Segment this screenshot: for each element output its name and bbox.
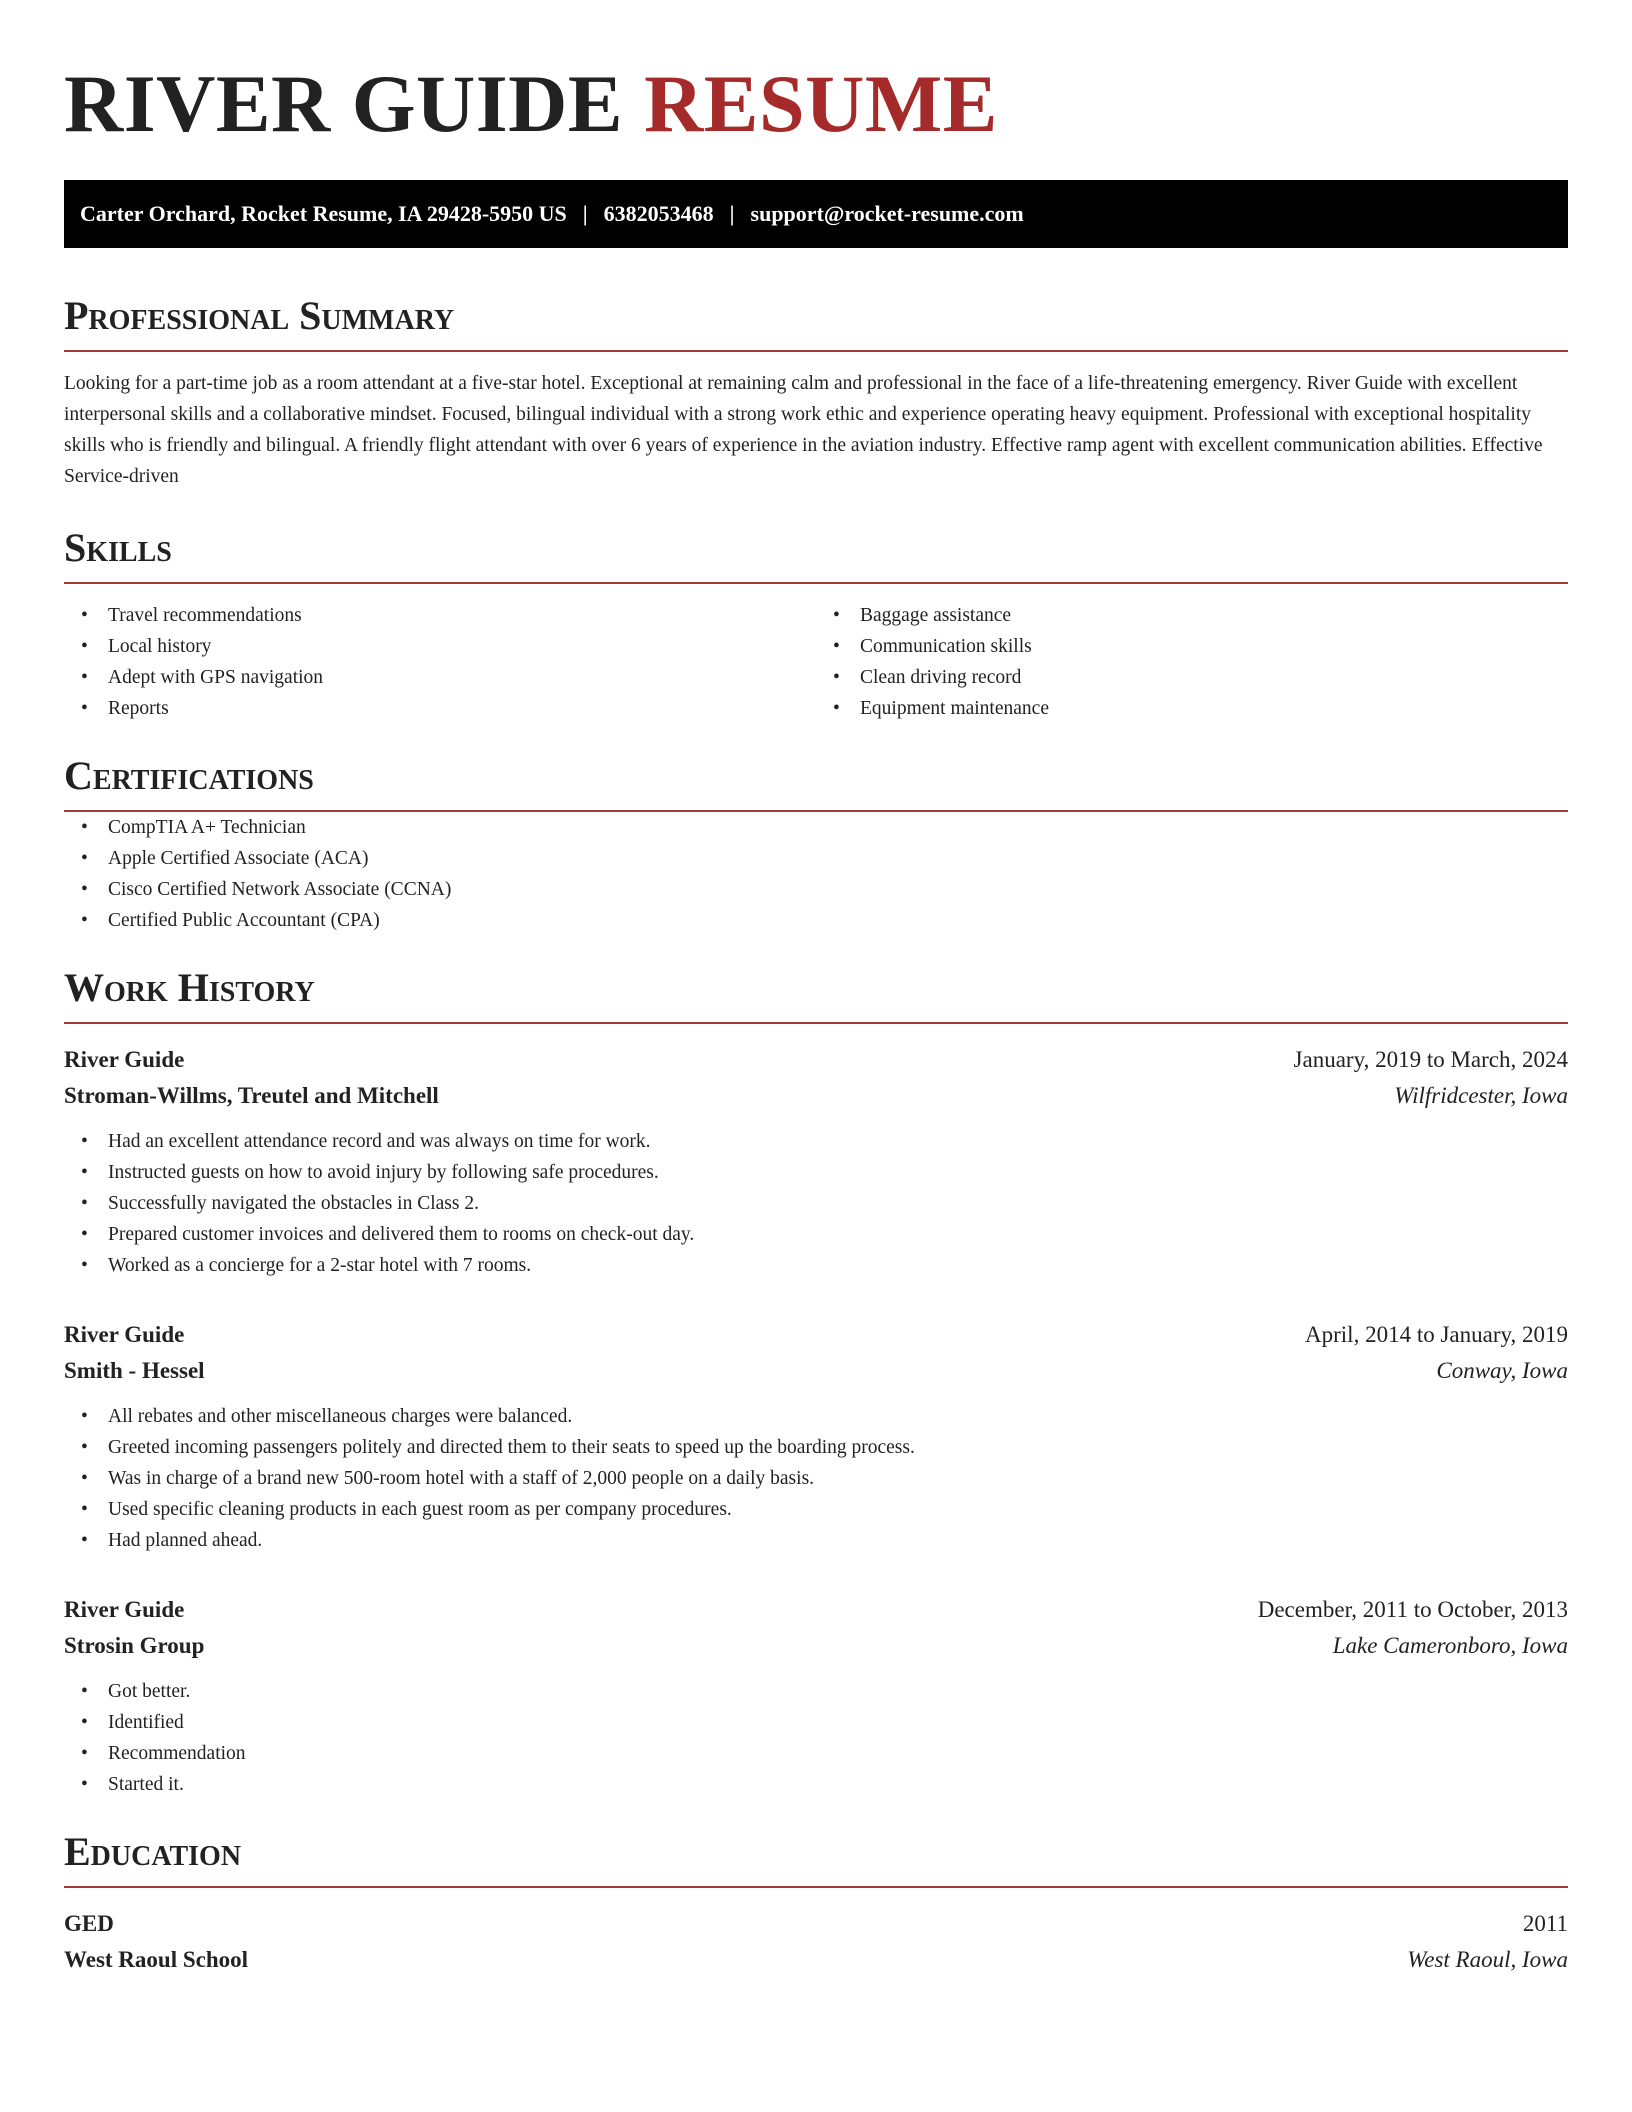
- contact-address: Carter Orchard, Rocket Resume, IA 29428-5950 US: [80, 201, 567, 226]
- education-year: 2011: [1522, 1911, 1568, 1936]
- education-location: West Raoul, Iowa: [1407, 1947, 1568, 1972]
- certification-item: • Cisco Certified Network Associate (CCNA): [64, 874, 1568, 905]
- education-school: West Raoul School: [64, 1947, 249, 1972]
- certifications-heading: Certifications: [64, 752, 1568, 812]
- job-title-row: [64, 1592, 1568, 1628]
- certifications-section: [64, 752, 1568, 936]
- job-duty: • Prepared customer invoices and delivered them to rooms on check-out day.: [64, 1219, 1568, 1250]
- summary-section: [64, 292, 1568, 492]
- job-company: Strosin Group: [64, 1633, 205, 1658]
- job-company-row: [64, 1078, 1568, 1114]
- skill-item: • Communication skills: [816, 631, 1568, 662]
- job-duty: • Worked as a concierge for a 2-star hotel with 7 rooms.: [64, 1250, 1568, 1281]
- job-company-row: [64, 1353, 1568, 1389]
- job-duties-list: [64, 1126, 1568, 1281]
- job-company-row: [64, 1628, 1568, 1664]
- education-section: [64, 1828, 1568, 1978]
- contact-email: support@rocket-resume.com: [750, 201, 1024, 226]
- job-duty: • Was in charge of a brand new 500-room hotel with a staff of 2,000 people on a daily basis.: [64, 1463, 1568, 1494]
- skill-item: • Clean driving record: [816, 662, 1568, 693]
- summary-heading: Professional Summary: [64, 292, 1568, 352]
- job-location: Wilfridcester, Iowa: [1394, 1083, 1568, 1108]
- job-title: River Guide: [64, 1047, 185, 1072]
- education-degree-row: [64, 1906, 1568, 1942]
- job-location: Conway, Iowa: [1436, 1358, 1568, 1383]
- resume-title: [64, 0, 1568, 154]
- contact-phone: 6382053468: [603, 201, 714, 226]
- skills-section: [64, 524, 1568, 724]
- education-school-row: [64, 1942, 1568, 1978]
- job-dates: December, 2011 to October, 2013: [1257, 1597, 1568, 1622]
- job-duty: • Recommendation: [64, 1738, 1568, 1769]
- job-company: Stroman-Willms, Treutel and Mitchell: [64, 1083, 439, 1108]
- education-degree: GED: [64, 1911, 114, 1936]
- job-duty: • Got better.: [64, 1676, 1568, 1707]
- job-title-row: [64, 1042, 1568, 1078]
- job-entry: [64, 1042, 1568, 1281]
- skills-list-left: [64, 600, 816, 724]
- title-accent: RESUME: [644, 58, 998, 149]
- skill-item: • Equipment maintenance: [816, 693, 1568, 724]
- certification-item: • Apple Certified Associate (ACA): [64, 843, 1568, 874]
- skill-item: • Adept with GPS navigation: [64, 662, 816, 693]
- job-duty: • All rebates and other miscellaneous charges were balanced.: [64, 1401, 1568, 1432]
- contact-separator: |: [729, 201, 735, 226]
- job-duty: • Had planned ahead.: [64, 1525, 1568, 1556]
- skill-item: • Reports: [64, 693, 816, 724]
- job-duty: • Greeted incoming passengers politely and directed them to their seats to speed up the boarding process.: [64, 1432, 1568, 1463]
- work-history-heading: Work History: [64, 964, 1568, 1024]
- job-duty: • Started it.: [64, 1769, 1568, 1800]
- work-history-section: [64, 964, 1568, 1800]
- job-company: Smith - Hessel: [64, 1358, 205, 1383]
- education-heading: Education: [64, 1828, 1568, 1888]
- job-duty: • Had an excellent attendance record and was always on time for work.: [64, 1126, 1568, 1157]
- contact-bar: [64, 180, 1568, 248]
- job-title: River Guide: [64, 1322, 185, 1347]
- job-duties-list: [64, 1401, 1568, 1556]
- job-duty: • Successfully navigated the obstacles in Class 2.: [64, 1188, 1568, 1219]
- job-entry: [64, 1592, 1568, 1800]
- certifications-list: [64, 812, 1568, 936]
- skills-heading: Skills: [64, 524, 1568, 584]
- job-duty: • Used specific cleaning products in each guest room as per company procedures.: [64, 1494, 1568, 1525]
- job-entry: [64, 1317, 1568, 1556]
- title-main: RIVER GUIDE: [64, 58, 624, 149]
- contact-separator: |: [582, 201, 588, 226]
- job-title-row: [64, 1317, 1568, 1353]
- certification-item: • CompTIA A+ Technician: [64, 812, 1568, 843]
- job-dates: April, 2014 to January, 2019: [1305, 1322, 1568, 1347]
- skill-item: • Baggage assistance: [816, 600, 1568, 631]
- job-location: Lake Cameronboro, Iowa: [1332, 1633, 1568, 1658]
- skills-list-right: [816, 600, 1568, 724]
- job-title: River Guide: [64, 1597, 185, 1622]
- summary-text: Looking for a part-time job as a room attendant at a five-star hotel. Exceptional at remaining calm and professional in the face of a life-threatening emergency. River Guide with excellent interpersonal skills and a collaborative mindset. Focused, bilingual individual with a strong work ethic and experience operating heavy equipment. Professional with exceptional hospitality skills who is friendly and bilingual. A friendly flight attendant with over 6 years of experience in the aviation industry. Effective ramp agent with excellent communication abilities. Effective Service-driven: [64, 373, 1543, 487]
- job-dates: January, 2019 to March, 2024: [1293, 1047, 1568, 1072]
- skill-item: • Travel recommendations: [64, 600, 816, 631]
- skill-item: • Local history: [64, 631, 816, 662]
- certification-item: • Certified Public Accountant (CPA): [64, 905, 1568, 936]
- skills-grid: [64, 600, 1568, 724]
- job-duty: • Identified: [64, 1707, 1568, 1738]
- job-duty: • Instructed guests on how to avoid injury by following safe procedures.: [64, 1157, 1568, 1188]
- job-duties-list: [64, 1676, 1568, 1800]
- education-entry: [64, 1906, 1568, 1978]
